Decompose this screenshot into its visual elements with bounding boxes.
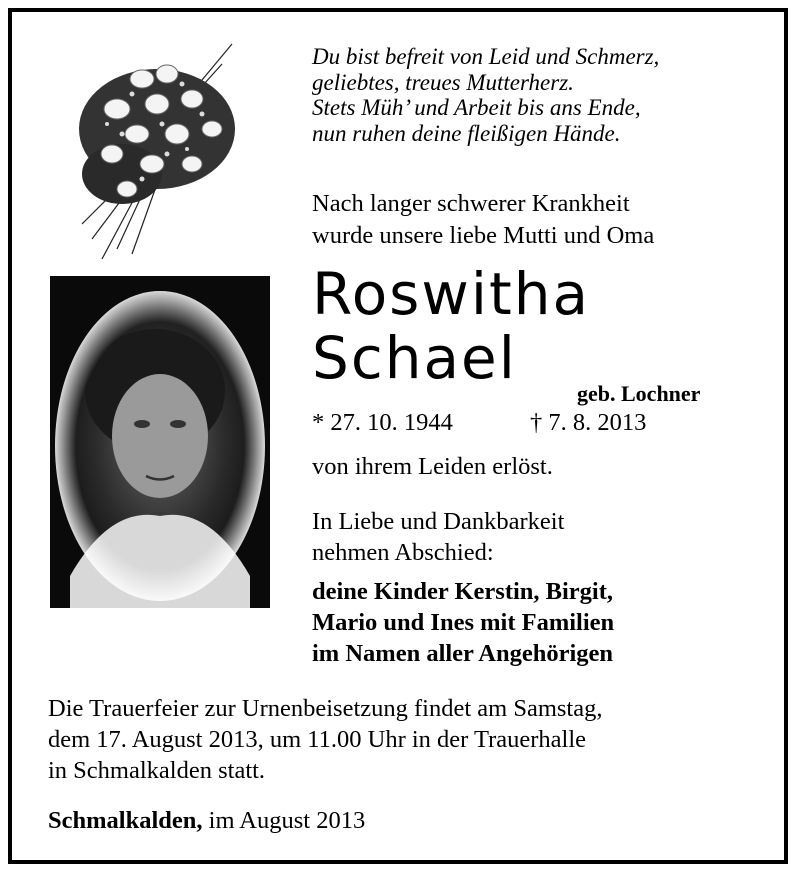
- last-name: Schael: [312, 324, 517, 392]
- intro-line: wurde unsere liebe Mutti und Oma: [312, 222, 655, 249]
- signoff-date: im August 2013: [208, 807, 366, 834]
- farewell-line: In Liebe und Dankbarkeit: [312, 508, 565, 535]
- family-names: [312, 576, 614, 669]
- signoff-place: Schmalkalden,: [48, 807, 203, 834]
- intro-line: Nach langer schwerer Krankheit: [312, 190, 630, 217]
- family-line: deine Kinder Kerstin, Birgit,: [312, 578, 614, 605]
- maiden-name: geb. Lochner: [577, 381, 701, 406]
- released-text: von ihrem Leiden erlöst.: [312, 453, 553, 480]
- family-line: Mario und Ines mit Familien: [312, 609, 615, 636]
- ceremony-line: in Schmalkalden statt.: [48, 757, 266, 784]
- portrait-photo: [50, 276, 270, 608]
- birth-date: * 27. 10. 1944: [312, 409, 453, 436]
- poem-line: geliebtes, treues Mutterherz.: [312, 69, 574, 95]
- first-name: Roswitha: [312, 260, 590, 328]
- poem-line: Du bist befreit von Leid und Schmerz,: [312, 44, 660, 69]
- farewell-text: [312, 506, 564, 568]
- family-line: im Namen aller Angehörigen: [312, 640, 614, 667]
- life-dates: [312, 408, 752, 438]
- signoff: [48, 806, 365, 836]
- ceremony-notice: [48, 693, 602, 786]
- flower-bouquet-icon: [62, 34, 252, 264]
- death-date: † 7. 8. 2013: [530, 409, 647, 436]
- ceremony-line: dem 17. August 2013, um 11.00 Uhr in der Trauerhalle: [48, 726, 587, 753]
- poem: [312, 44, 772, 146]
- poem-line: nun ruhen deine fleißigen Hände.: [312, 120, 621, 146]
- poem-line: Stets Müh’ und Arbeit bis ans Ende,: [312, 95, 641, 120]
- deceased-name: [312, 260, 701, 406]
- ceremony-line: Die Trauerfeier zur Urnenbeisetzung findet am Samstag,: [48, 695, 603, 722]
- farewell-line: nehmen Abschied:: [312, 539, 494, 566]
- intro-text: [312, 188, 654, 252]
